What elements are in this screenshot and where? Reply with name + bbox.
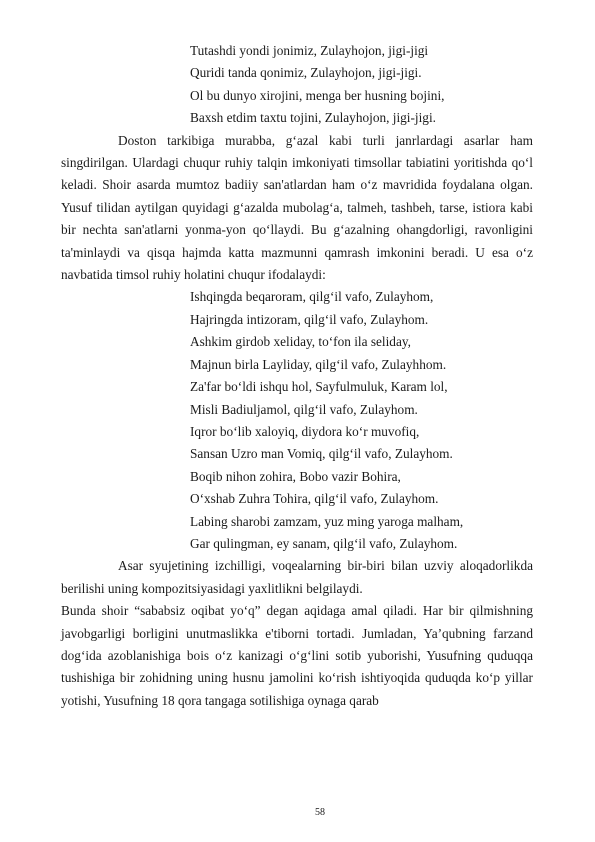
verse-line: Za'far bo‘ldi ishqu hol, Sayfulmuluk, Karam lol, <box>190 379 448 395</box>
verse-line: Tutashdi yondi jonimiz, Zulayhojon, jigi-jigi <box>190 43 429 58</box>
verse-block-1 <box>61 40 533 130</box>
verse-line: Ishqingda beqaroram, qilg‘il vafo, Zulayhom, <box>190 289 434 305</box>
body-paragraph-1: Doston tarkibiga murabba, g‘azal kabi turli janrlardagi asarlar ham singdirilgan. Ulardagi chuqur ruhiy talqin imkoniyati timsollar tabiatini yoritishda qo‘l keladi. Shoir asarda mumtoz badiiy san'atlardan ham o‘z mavridida foydalana olgan. Yusuf tilidan aytilgan quyidagi g‘azalda mubolag‘a, talmeh, tashbeh, tarse, istiora kabi bir nechta san'atlarni yonma-yon qo‘llaydi. Bu g‘azalning ohangdorligi, ravonligini ta'minlaydi va qisqa hajmda katta mazmunni qamrash imkonini beradi. U esa o‘z navbatida timsol ruhiy holatini chuqur ifodalaydi: <box>61 132 533 283</box>
verse-line: O‘xshab Zuhra Tohira, qilg‘il vafo, Zulayhom. <box>190 491 439 507</box>
body-paragraph-3: Bunda shoir “sababsiz oqibat yo‘q” degan aqidaga amal qiladi. Har bir qilmishning javobgarligi borligini unutmaslikka e'tiborni tortadi. Jumladan, Ya’qubning farzand dog‘ida azoblanishiga bois o‘z kanizagi o‘g‘lini sotib yuborishi, Yusufning quduqqa tushishiga bir zohidning uning husnu jamolini ko‘rish ishtiyoqida quduqda ko‘p yillar yotishi, Yusufning 18 qora tangaga sotilishiga oynaga qarab <box>61 603 533 708</box>
verse-line: Baxsh etdim taxtu tojini, Zulayhojon, jigi-jigi. <box>190 110 436 126</box>
verse-line: Gar qulingman, ey sanam, qilg‘il vafo, Zulayhom. <box>190 535 458 551</box>
verse-line: Hajringda intizoram, qilg‘il vafo, Zulayhom. <box>190 311 429 327</box>
verse-block-2 <box>61 286 533 555</box>
verse-line: Sansan Uzro man Vomiq, qilg‘il vafo, Zulayhom. <box>190 446 453 462</box>
verse-line: Boqib nihon zohira, Bobo vazir Bohira, <box>190 468 401 484</box>
verse-line: Ashkim girdob xeliday, to‘fon ila seliday, <box>190 334 411 350</box>
verse-line: Labing sharobi zamzam, yuz ming yaroga malham, <box>190 513 464 529</box>
page-content <box>61 40 533 712</box>
verse-line: Ol bu dunyo xirojini, menga ber husning bojini, <box>190 87 445 103</box>
verse-line: Quridi tanda qonimiz, Zulayhojon, jigi-jigi. <box>190 65 422 81</box>
verse-line: Iqror bo‘lib xaloyiq, diydora ko‘r muvofiq, <box>190 423 420 439</box>
verse-line: Misli Badiuljamol, qilg‘il vafo, Zulayhom. <box>190 401 418 417</box>
page-number: 58 <box>315 807 325 818</box>
verse-line: Majnun birla Layliday, qilg‘il vafo, Zulayhhom. <box>190 356 447 372</box>
body-paragraph-2: Asar syujetining izchilligi, voqealarning bir-biri bilan uzviy aloqadorlikda berilishi uning kompozitsiyasidagi yaxlitlikni belgilaydi. <box>61 558 533 596</box>
